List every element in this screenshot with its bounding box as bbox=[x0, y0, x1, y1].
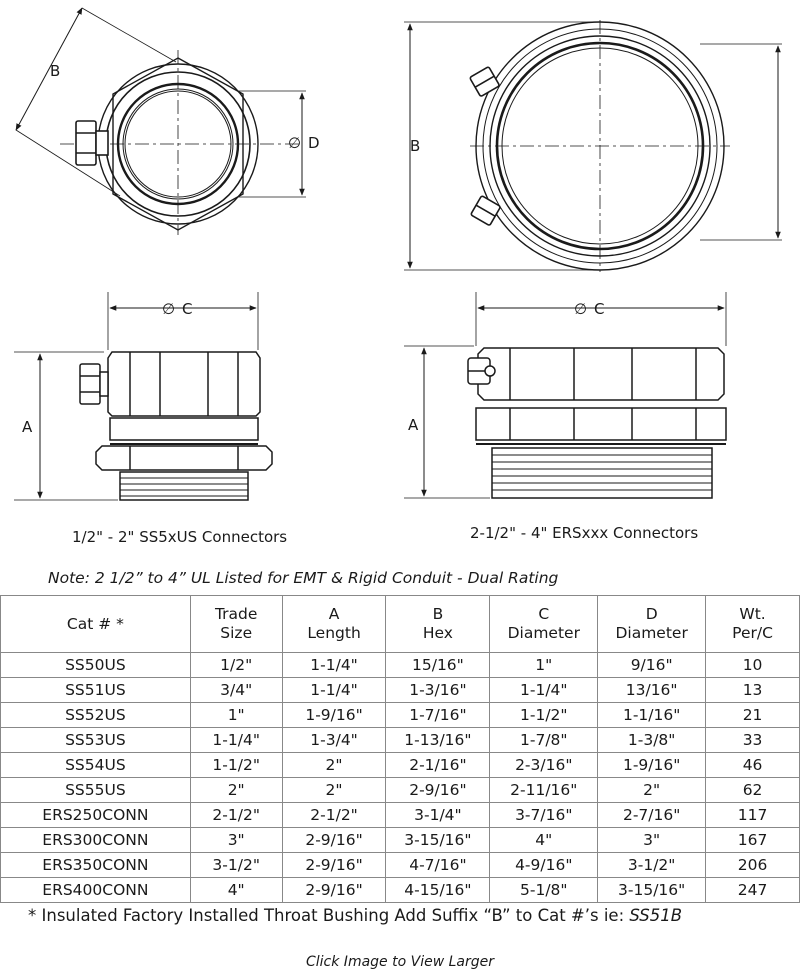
cell-cat: ERS350CONN bbox=[1, 853, 191, 878]
cell-d: 3" bbox=[598, 828, 706, 853]
cell-cat: SS51US bbox=[1, 678, 191, 703]
cell-weight: 117 bbox=[706, 803, 800, 828]
cell-a: 2-1/2" bbox=[282, 803, 386, 828]
cell-weight: 206 bbox=[706, 853, 800, 878]
cell-weight: 247 bbox=[706, 878, 800, 903]
cell-cat: ERS400CONN bbox=[1, 878, 191, 903]
dimension-b-left bbox=[16, 8, 176, 196]
label-a-left: A bbox=[22, 418, 33, 436]
cell-weight: 62 bbox=[706, 778, 800, 803]
label-d: D bbox=[308, 134, 320, 152]
view-larger-link[interactable]: Click Image to View Larger bbox=[306, 954, 494, 970]
footnote-text: * Insulated Factory Installed Throat Bushing Add Suffix “B” to Cat #’s ie: bbox=[28, 906, 630, 925]
cell-d: 1-1/16" bbox=[598, 703, 706, 728]
cell-a: 2-9/16" bbox=[282, 853, 386, 878]
header-b-hex: B Hex bbox=[386, 596, 490, 653]
cell-cat: SS52US bbox=[1, 703, 191, 728]
header-c-diameter: C Diameter bbox=[490, 596, 598, 653]
cell-c: 2-3/16" bbox=[490, 753, 598, 778]
cell-trade-size: 2-1/2" bbox=[190, 803, 282, 828]
cell-weight: 21 bbox=[706, 703, 800, 728]
cell-b: 1-3/16" bbox=[386, 678, 490, 703]
cell-weight: 33 bbox=[706, 728, 800, 753]
cell-trade-size: 4" bbox=[190, 878, 282, 903]
cell-a: 1-9/16" bbox=[282, 703, 386, 728]
cell-cat: ERS300CONN bbox=[1, 828, 191, 853]
cell-d: 3-15/16" bbox=[598, 878, 706, 903]
cell-b: 4-15/16" bbox=[386, 878, 490, 903]
cell-cat: SS53US bbox=[1, 728, 191, 753]
label-a-right: A bbox=[408, 416, 419, 434]
table-header-row bbox=[1, 596, 800, 653]
cell-cat: SS50US bbox=[1, 653, 191, 678]
cell-d: 3-1/2" bbox=[598, 853, 706, 878]
cell-b: 3-1/4" bbox=[386, 803, 490, 828]
label-c-right: C bbox=[594, 300, 605, 318]
cell-cat: SS55US bbox=[1, 778, 191, 803]
cell-b: 3-15/16" bbox=[386, 828, 490, 853]
cell-d: 13/16" bbox=[598, 678, 706, 703]
cell-d: 1-3/8" bbox=[598, 728, 706, 753]
cell-b: 4-7/16" bbox=[386, 853, 490, 878]
cell-a: 2-9/16" bbox=[282, 878, 386, 903]
cell-a: 2" bbox=[282, 778, 386, 803]
table-row bbox=[1, 653, 800, 678]
header-weight: Wt. Per/C bbox=[706, 596, 800, 653]
caption-small-connectors: 1/2" - 2" SS5xUS Connectors bbox=[72, 528, 288, 546]
cell-trade-size: 1" bbox=[190, 703, 282, 728]
table-row bbox=[1, 853, 800, 878]
cell-trade-size: 1-1/4" bbox=[190, 728, 282, 753]
cell-trade-size: 1-1/2" bbox=[190, 753, 282, 778]
phi-symbol-d: ∅ bbox=[288, 134, 302, 152]
cell-trade-size: 3" bbox=[190, 828, 282, 853]
cell-c: 4-9/16" bbox=[490, 853, 598, 878]
cell-b: 1-13/16" bbox=[386, 728, 490, 753]
table-row bbox=[1, 678, 800, 703]
cell-a: 1-3/4" bbox=[282, 728, 386, 753]
cell-c: 1" bbox=[490, 653, 598, 678]
cell-a: 2" bbox=[282, 753, 386, 778]
cell-a: 2-9/16" bbox=[282, 828, 386, 853]
cell-c: 4" bbox=[490, 828, 598, 853]
small-connector-top-view bbox=[60, 50, 300, 235]
large-connector-side-view bbox=[468, 348, 726, 498]
header-trade-size: Trade Size bbox=[190, 596, 282, 653]
cell-c: 5-1/8" bbox=[490, 878, 598, 903]
cell-c: 1-1/4" bbox=[490, 678, 598, 703]
footnote-example: SS51B bbox=[629, 906, 683, 925]
table-row bbox=[1, 703, 800, 728]
cell-weight: 10 bbox=[706, 653, 800, 678]
header-cat: Cat # * bbox=[1, 596, 191, 653]
spec-table bbox=[0, 595, 800, 903]
dual-rating-note: Note: 2 1/2” to 4” UL Listed for EMT & Rigid Conduit - Dual Rating bbox=[48, 569, 559, 587]
cell-weight: 167 bbox=[706, 828, 800, 853]
cell-a: 1-1/4" bbox=[282, 653, 386, 678]
cell-trade-size: 3-1/2" bbox=[190, 853, 282, 878]
throat-bushing-footnote bbox=[28, 906, 682, 925]
cell-weight: 46 bbox=[706, 753, 800, 778]
label-b-left: B bbox=[50, 62, 61, 80]
dimension-c-left bbox=[108, 292, 258, 350]
dimension-c-right bbox=[476, 292, 726, 346]
table-row bbox=[1, 878, 800, 903]
header-d-diameter: D Diameter bbox=[598, 596, 706, 653]
cell-trade-size: 2" bbox=[190, 778, 282, 803]
header-a-length: A Length bbox=[282, 596, 386, 653]
cell-c: 1-1/2" bbox=[490, 703, 598, 728]
cell-d: 9/16" bbox=[598, 653, 706, 678]
label-b-right: B bbox=[410, 137, 421, 155]
cell-c: 1-7/8" bbox=[490, 728, 598, 753]
cell-weight: 13 bbox=[706, 678, 800, 703]
dimension-d-right bbox=[700, 44, 782, 240]
cell-cat: ERS250CONN bbox=[1, 803, 191, 828]
large-connector-top-view bbox=[470, 20, 730, 272]
cell-c: 2-11/16" bbox=[490, 778, 598, 803]
phi-symbol-c-left: ∅ bbox=[162, 300, 176, 318]
table-row bbox=[1, 728, 800, 753]
table-row bbox=[1, 753, 800, 778]
cell-b: 1-7/16" bbox=[386, 703, 490, 728]
table-row bbox=[1, 828, 800, 853]
cell-b: 2-9/16" bbox=[386, 778, 490, 803]
cell-b: 2-1/16" bbox=[386, 753, 490, 778]
cell-a: 1-1/4" bbox=[282, 678, 386, 703]
caption-large-connectors: 2-1/2" - 4" ERSxxx Connectors bbox=[470, 524, 699, 542]
cell-b: 15/16" bbox=[386, 653, 490, 678]
cell-c: 3-7/16" bbox=[490, 803, 598, 828]
small-connector-side-view bbox=[80, 352, 272, 500]
table-row bbox=[1, 803, 800, 828]
cell-d: 2-7/16" bbox=[598, 803, 706, 828]
phi-symbol-c-right: ∅ bbox=[574, 300, 588, 318]
cell-d: 1-9/16" bbox=[598, 753, 706, 778]
cell-trade-size: 3/4" bbox=[190, 678, 282, 703]
cell-cat: SS54US bbox=[1, 753, 191, 778]
label-c-left: C bbox=[182, 300, 193, 318]
table-row bbox=[1, 778, 800, 803]
cell-d: 2" bbox=[598, 778, 706, 803]
cell-trade-size: 1/2" bbox=[190, 653, 282, 678]
